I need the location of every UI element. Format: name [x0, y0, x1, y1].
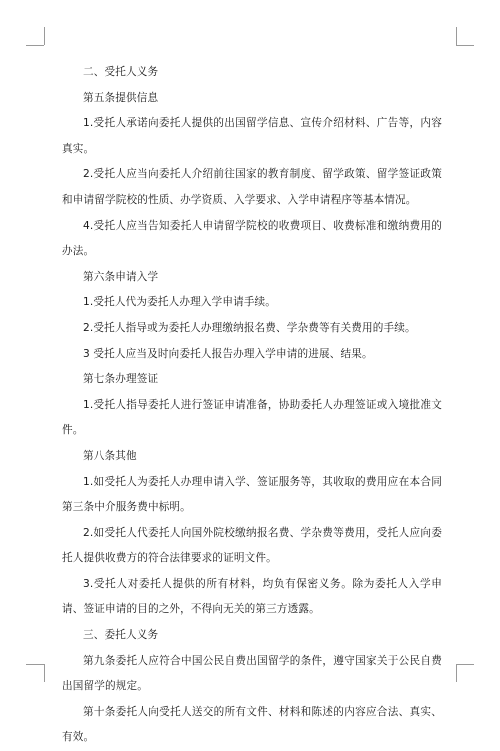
- clause-paragraph: 3 受托人应当及时向委托人报告办理入学申请的进展、结果。: [83, 347, 373, 360]
- clause-paragraph: 1.受托人承诺向委托人提供的出国留学信息、宣传介绍材料、广告等，内容真实。: [62, 117, 442, 155]
- clause-paragraph: 第九条委托人应符合中国公民自费出国留学的条件，遵守国家关于公民自费出国留学的规定。: [62, 654, 442, 693]
- clause-paragraph: 1.受托人代为委托人办理入学申请手续。: [83, 296, 277, 309]
- article-heading: 第七条办理签证: [83, 373, 159, 386]
- section-heading: 三、委托人义务: [83, 629, 159, 642]
- clause-paragraph: 1.受托人指导委托人进行签证申请准备，协助委托人办理签证或入境批准文件。: [62, 398, 442, 437]
- clause-paragraph: 2.受托人应当向委托人介绍前往国家的教育制度、留学政策、留学签证政策和申请留学院校的性质、办学资质、入学要求、入学申请程序等基本情况。: [62, 168, 442, 206]
- clause-paragraph: 4.受托人应当告知委托人申请留学院校的收费项目、收费标准和缴纳费用的办法。: [62, 219, 442, 258]
- article-heading: 第八条其他: [83, 449, 137, 462]
- clause-paragraph: 3.受托人对委托人提供的所有材料，均负有保密义务。除为委托人入学申请、签证申请的目的之外，不得向无关的第三方透露。: [62, 577, 442, 616]
- clause-paragraph: 2.如受托人代委托人向国外院校缴纳报名费、学杂费等费用，受托人应向委托人提供收费方的符合法律要求的证明文件。: [62, 526, 442, 565]
- section-heading: 二、受托人义务: [83, 66, 159, 78]
- article-heading: 第五条提供信息: [83, 91, 159, 104]
- article-heading: 第六条申请入学: [83, 270, 159, 283]
- clause-paragraph: 第十条委托人向受托人送交的所有文件、材料和陈述的内容应合法、真实、有效。: [62, 705, 442, 744]
- clause-paragraph: 2.受托人指导或为委托人办理缴纳报名费、学杂费等有关费用的手续。: [83, 321, 416, 334]
- document-body: [62, 60, 442, 751]
- clause-paragraph: 1.如受托人为委托人办理申请入学、签证服务等，其收取的费用应在本合同第三条中介服务费中标明。: [62, 475, 442, 514]
